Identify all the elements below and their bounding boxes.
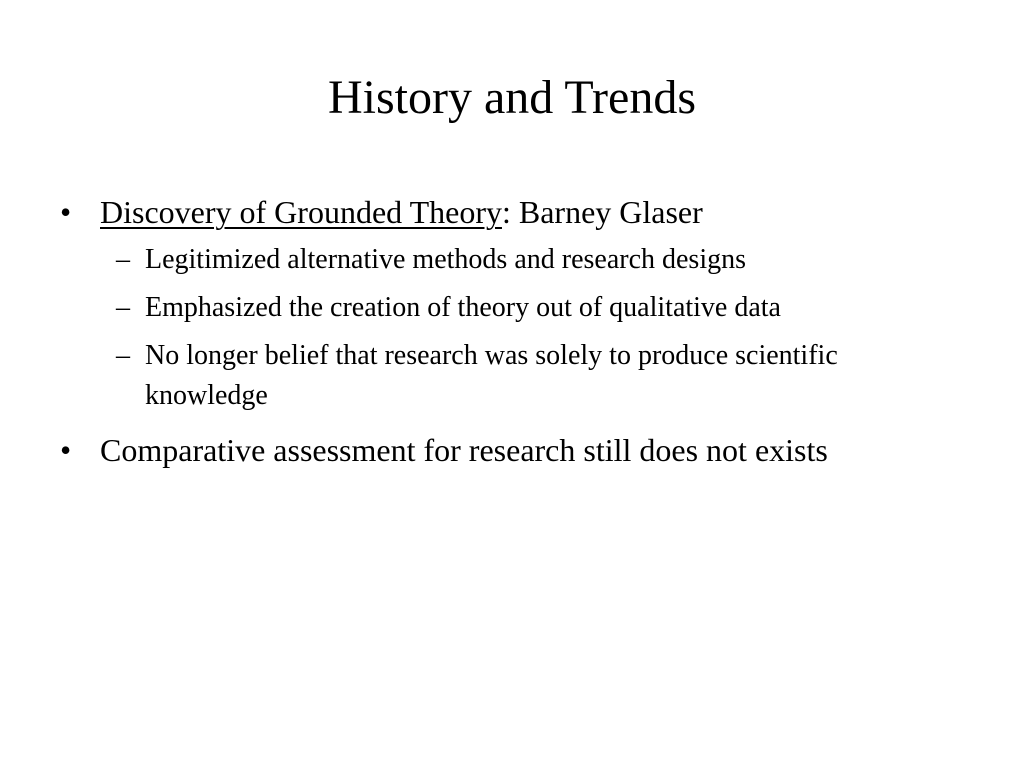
dash-marker: – (116, 244, 130, 275)
sub-bullet-list (100, 240, 934, 416)
bullet-list (0, 190, 1024, 484)
bullet-text: : Barney Glaser (501, 194, 703, 230)
bullet-item-comparative-assessment (0, 428, 1024, 472)
bullet-text: Comparative assessment for research still does not exists (100, 432, 828, 468)
bullet-marker: • (60, 432, 72, 468)
bullet-marker: • (60, 194, 72, 230)
bullet-item-grounded-theory (0, 190, 1024, 416)
sub-bullet-item (100, 240, 934, 280)
sub-bullet-text: Emphasized the creation of theory out of qualitative data (145, 292, 781, 323)
sub-bullet-text: No longer belief that research was solely to produce scientific knowledge (145, 340, 838, 411)
sub-bullet-item (100, 288, 934, 328)
sub-bullet-item (100, 336, 934, 416)
sub-bullet-text: Legitimized alternative methods and research designs (145, 244, 747, 275)
grounded-theory-link-text: Discovery of Grounded Theory (100, 194, 502, 230)
dash-marker: – (116, 292, 130, 323)
slide-title: History and Trends (327, 71, 697, 124)
dash-marker: – (116, 340, 130, 371)
